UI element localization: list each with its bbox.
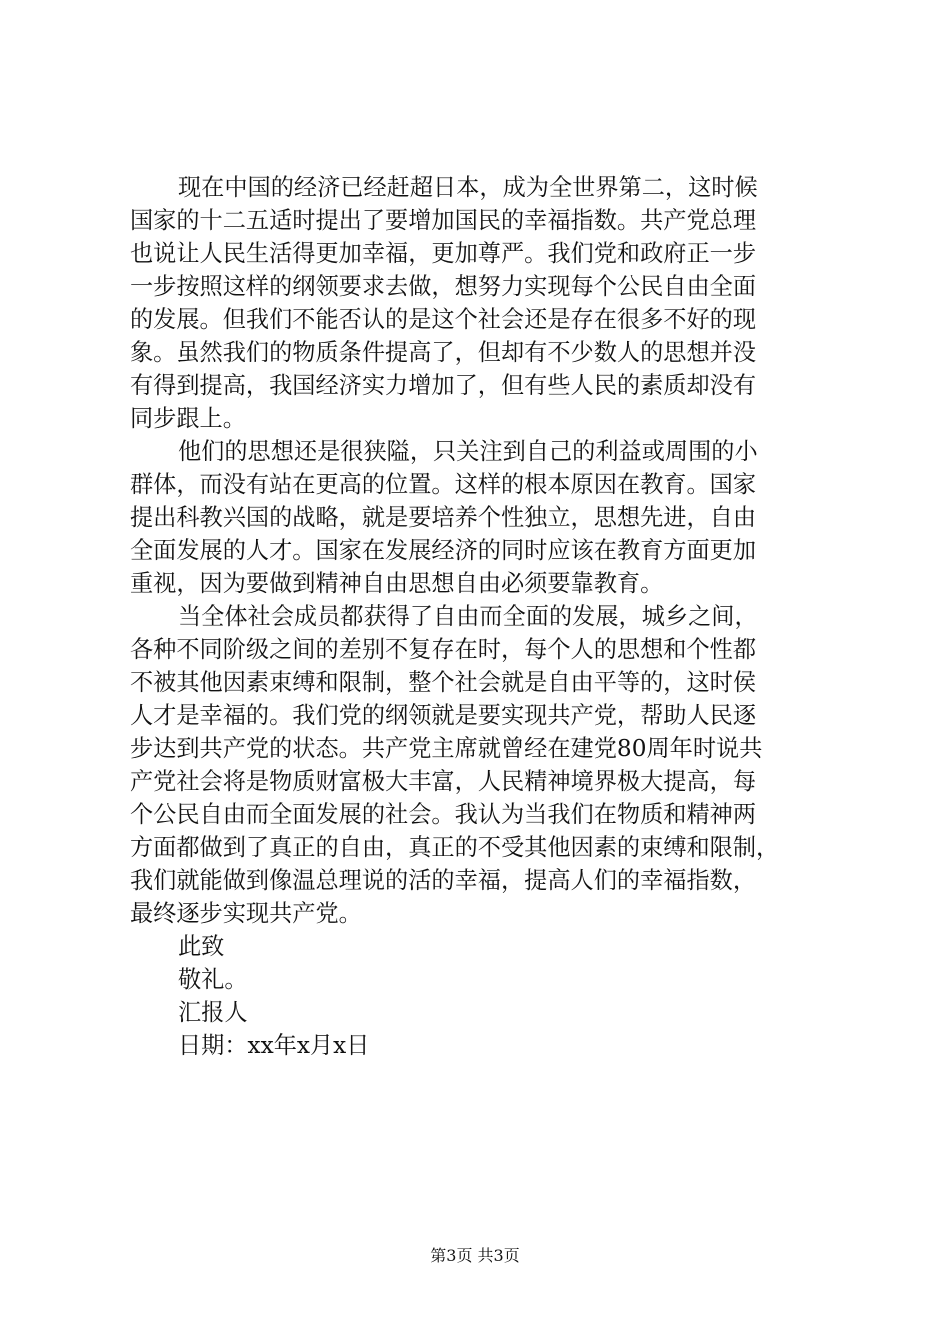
paragraph-line: 各种不同阶级之间的差别不复存在时，每个人的思想和个性都 [130, 636, 757, 663]
paragraph-line: 提出科教兴国的战略，就是要培养个性独立，思想先进，自由 [130, 504, 757, 531]
paragraph-line: 我们就能做到像温总理说的活的幸福，提高人们的幸福指数， [130, 867, 757, 894]
paragraph-line: 人才是幸福的。我们党的纲领就是要实现共产党，帮助人民逐 [130, 702, 757, 729]
paragraph-2 [130, 435, 842, 600]
paragraph-3 [130, 600, 842, 930]
signer-line: 汇报人 [178, 999, 248, 1026]
paragraph-line: 不被其他因素束缚和限制，整个社会就是自由平等的，这时侯 [130, 669, 757, 696]
page-number-footer: 第3页 共3页 [430, 1246, 520, 1265]
paragraph-line: 他们的思想还是很狭隘，只关注到自己的利益或周围的小 [178, 438, 758, 465]
document-body [130, 171, 842, 1062]
paragraph-line: 也说让人民生活得更加幸福，更加尊严。我们党和政府正一步 [130, 240, 757, 267]
paragraph-1 [130, 171, 842, 435]
paragraph-line: 有得到提高，我国经济实力增加了，但有些人民的素质却没有 [130, 372, 757, 399]
paragraph-line: 象。虽然我们的物质条件提高了，但却有不少数人的思想并没 [130, 339, 757, 366]
paragraph-line: 当全体社会成员都获得了自由而全面的发展，城乡之间， [178, 603, 758, 630]
paragraph-line: 国家的十二五适时提出了要增加国民的幸福指数。共产党总理 [130, 207, 757, 234]
salutation-line: 敬礼。 [178, 966, 248, 993]
date-line: 日期：xx年x月x日 [178, 1032, 370, 1059]
paragraph-line: 的发展。但我们不能否认的是这个社会还是存在很多不好的现 [130, 306, 757, 333]
paragraph-line: 一步按照这样的纲领要求去做，想努力实现每个公民自由全面 [130, 273, 757, 300]
paragraph-line: 现在中国的经济已经赶超日本，成为全世界第二，这时候 [178, 174, 758, 201]
paragraph-line: 个公民自由而全面发展的社会。我认为当我们在物质和精神两 [130, 801, 757, 828]
paragraph-line: 步达到共产党的状态。共产党主席就曾经在建党80周年时说共 [130, 735, 763, 762]
paragraph-line: 最终逐步实现共产党。 [130, 900, 362, 927]
paragraph-line: 同步跟上。 [130, 405, 246, 432]
paragraph-line: 方面都做到了真正的自由，真正的不受其他因素的束缚和限制， [130, 834, 780, 861]
paragraph-line: 群体，而没有站在更高的位置。这样的根本原因在教育。国家 [130, 471, 757, 498]
paragraph-line: 全面发展的人才。国家在发展经济的同时应该在教育方面更加 [130, 537, 757, 564]
paragraph-line: 重视，因为要做到精神自由思想自由必须要靠教育。 [130, 570, 664, 597]
closing-line: 此致 [178, 933, 225, 960]
paragraph-line: 产党社会将是物质财富极大丰富，人民精神境界极大提高，每 [130, 768, 757, 795]
